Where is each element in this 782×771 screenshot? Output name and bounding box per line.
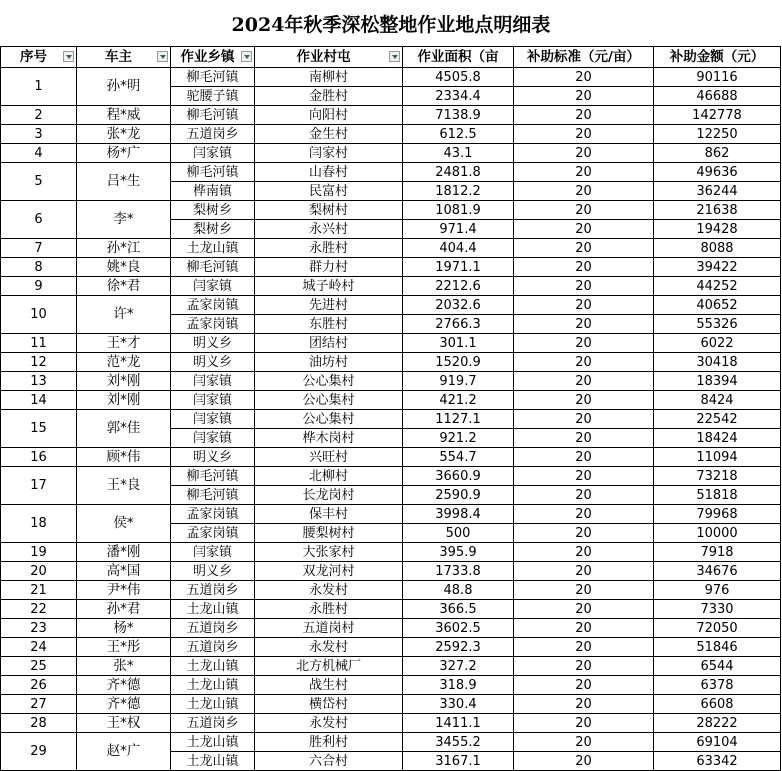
table-row bbox=[1, 277, 781, 296]
cell-amount[interactable]: 6378 bbox=[654, 676, 781, 695]
cell-area[interactable]: 2592.3 bbox=[403, 638, 514, 657]
cell-area[interactable]: 921.2 bbox=[403, 429, 514, 448]
cell-standard[interactable]: 20 bbox=[514, 296, 654, 315]
table-row bbox=[1, 144, 781, 163]
cell-village[interactable]: 大张家村 bbox=[255, 543, 403, 562]
table-row bbox=[1, 68, 781, 87]
cell-area[interactable]: 2766.3 bbox=[403, 315, 514, 334]
cell-seq[interactable]: 25 bbox=[1, 657, 77, 676]
cell-village[interactable]: 战生村 bbox=[255, 676, 403, 695]
cell-amount[interactable]: 34676 bbox=[654, 562, 781, 581]
cell-owner[interactable]: 吕*生 bbox=[77, 163, 171, 201]
cell-amount[interactable]: 69104 bbox=[654, 733, 781, 752]
cell-town[interactable]: 明义乡 bbox=[171, 448, 255, 467]
cell-owner[interactable]: 齐*德 bbox=[77, 676, 171, 695]
cell-area[interactable]: 48.8 bbox=[403, 581, 514, 600]
cell-area[interactable]: 4505.8 bbox=[403, 68, 514, 87]
cell-amount[interactable]: 6022 bbox=[654, 334, 781, 353]
header-standard: 补助标准（元/亩） bbox=[514, 47, 654, 68]
cell-amount[interactable]: 49636 bbox=[654, 163, 781, 182]
cell-standard[interactable]: 20 bbox=[514, 182, 654, 201]
cell-standard[interactable]: 20 bbox=[514, 125, 654, 144]
cell-town[interactable]: 土龙山镇 bbox=[171, 676, 255, 695]
cell-town[interactable]: 孟家岗镇 bbox=[171, 524, 255, 543]
table-body bbox=[1, 68, 781, 771]
table-row bbox=[1, 581, 781, 600]
cell-village[interactable]: 桦木岗村 bbox=[255, 429, 403, 448]
table-row bbox=[1, 125, 781, 144]
cell-owner[interactable]: 程*威 bbox=[77, 106, 171, 125]
cell-seq[interactable]: 5 bbox=[1, 163, 77, 201]
table-row bbox=[1, 334, 781, 353]
header-village[interactable]: 作业村屯 bbox=[255, 47, 403, 68]
table-row bbox=[1, 619, 781, 638]
table-row bbox=[1, 258, 781, 277]
cell-town[interactable]: 土龙山镇 bbox=[171, 733, 255, 752]
cell-area[interactable]: 43.1 bbox=[403, 144, 514, 163]
cell-amount[interactable]: 72050 bbox=[654, 619, 781, 638]
table-row bbox=[1, 543, 781, 562]
cell-seq[interactable]: 22 bbox=[1, 600, 77, 619]
cell-standard[interactable]: 20 bbox=[514, 429, 654, 448]
cell-area[interactable]: 2481.8 bbox=[403, 163, 514, 182]
cell-village[interactable]: 六合村 bbox=[255, 752, 403, 771]
table-row bbox=[1, 391, 781, 410]
cell-owner[interactable]: 王*良 bbox=[77, 467, 171, 505]
cell-owner[interactable]: 孙*江 bbox=[77, 239, 171, 258]
table-row bbox=[1, 562, 781, 581]
cell-standard[interactable]: 20 bbox=[514, 258, 654, 277]
cell-amount[interactable]: 79968 bbox=[654, 505, 781, 524]
cell-town[interactable]: 五道岗乡 bbox=[171, 581, 255, 600]
cell-seq[interactable]: 2 bbox=[1, 106, 77, 125]
cell-owner[interactable]: 尹*伟 bbox=[77, 581, 171, 600]
cell-town[interactable]: 梨树乡 bbox=[171, 220, 255, 239]
table-row bbox=[1, 638, 781, 657]
cell-village[interactable]: 油坊村 bbox=[255, 353, 403, 372]
cell-area[interactable]: 1812.2 bbox=[403, 182, 514, 201]
cell-amount[interactable]: 976 bbox=[654, 581, 781, 600]
cell-amount[interactable]: 18424 bbox=[654, 429, 781, 448]
table-row bbox=[1, 505, 781, 524]
cell-owner[interactable]: 许* bbox=[77, 296, 171, 334]
table-title: 2024年秋季深松整地作业地点明细表 bbox=[231, 13, 551, 36]
cell-town[interactable]: 明义乡 bbox=[171, 334, 255, 353]
cell-standard[interactable]: 20 bbox=[514, 505, 654, 524]
cell-seq[interactable]: 24 bbox=[1, 638, 77, 657]
table-row bbox=[1, 714, 781, 733]
cell-village[interactable]: 山春村 bbox=[255, 163, 403, 182]
cell-area[interactable]: 2334.4 bbox=[403, 87, 514, 106]
cell-seq[interactable]: 10 bbox=[1, 296, 77, 334]
cell-village[interactable]: 北方机械厂 bbox=[255, 657, 403, 676]
cell-standard[interactable]: 20 bbox=[514, 695, 654, 714]
cell-town[interactable]: 柳毛河镇 bbox=[171, 106, 255, 125]
cell-area[interactable]: 1971.1 bbox=[403, 258, 514, 277]
cell-standard[interactable]: 20 bbox=[514, 448, 654, 467]
cell-owner[interactable]: 杨*广 bbox=[77, 144, 171, 163]
cell-village[interactable]: 北柳村 bbox=[255, 467, 403, 486]
cell-town[interactable]: 土龙山镇 bbox=[171, 600, 255, 619]
cell-village[interactable]: 东胜村 bbox=[255, 315, 403, 334]
cell-area[interactable]: 301.1 bbox=[403, 334, 514, 353]
cell-amount[interactable]: 73218 bbox=[654, 467, 781, 486]
header-seq[interactable]: 序号 bbox=[1, 47, 77, 68]
cell-standard[interactable]: 20 bbox=[514, 144, 654, 163]
cell-owner[interactable]: 赵*广 bbox=[77, 733, 171, 771]
cell-owner[interactable]: 范*龙 bbox=[77, 353, 171, 372]
cell-area[interactable]: 1127.1 bbox=[403, 410, 514, 429]
cell-town[interactable]: 孟家岗镇 bbox=[171, 296, 255, 315]
cell-town[interactable]: 柳毛河镇 bbox=[171, 467, 255, 486]
cell-seq[interactable]: 14 bbox=[1, 391, 77, 410]
cell-owner[interactable]: 刘*刚 bbox=[77, 372, 171, 391]
cell-village[interactable]: 公心集村 bbox=[255, 391, 403, 410]
cell-village[interactable]: 永发村 bbox=[255, 638, 403, 657]
cell-town[interactable]: 闫家镇 bbox=[171, 429, 255, 448]
cell-area[interactable]: 2032.6 bbox=[403, 296, 514, 315]
cell-standard[interactable]: 20 bbox=[514, 334, 654, 353]
cell-amount[interactable]: 8424 bbox=[654, 391, 781, 410]
cell-owner[interactable]: 齐*德 bbox=[77, 695, 171, 714]
cell-standard[interactable]: 20 bbox=[514, 676, 654, 695]
cell-standard[interactable]: 20 bbox=[514, 239, 654, 258]
cell-town[interactable]: 驼腰子镇 bbox=[171, 87, 255, 106]
cell-standard[interactable]: 20 bbox=[514, 524, 654, 543]
table-row bbox=[1, 657, 781, 676]
cell-standard[interactable]: 20 bbox=[514, 106, 654, 125]
cell-town[interactable]: 柳毛河镇 bbox=[171, 258, 255, 277]
cell-amount[interactable]: 39422 bbox=[654, 258, 781, 277]
cell-amount[interactable]: 22542 bbox=[654, 410, 781, 429]
cell-village[interactable]: 永发村 bbox=[255, 714, 403, 733]
table-row bbox=[1, 676, 781, 695]
cell-village[interactable]: 群力村 bbox=[255, 258, 403, 277]
cell-area[interactable]: 3455.2 bbox=[403, 733, 514, 752]
cell-amount[interactable]: 8088 bbox=[654, 239, 781, 258]
cell-village[interactable]: 先进村 bbox=[255, 296, 403, 315]
cell-area[interactable]: 554.7 bbox=[403, 448, 514, 467]
cell-village[interactable]: 永胜村 bbox=[255, 239, 403, 258]
cell-village[interactable]: 永胜村 bbox=[255, 600, 403, 619]
cell-town[interactable]: 柳毛河镇 bbox=[171, 68, 255, 87]
cell-area[interactable]: 318.9 bbox=[403, 676, 514, 695]
cell-standard[interactable]: 20 bbox=[514, 277, 654, 296]
cell-owner[interactable]: 孙*君 bbox=[77, 600, 171, 619]
cell-standard[interactable]: 20 bbox=[514, 619, 654, 638]
cell-amount[interactable]: 6544 bbox=[654, 657, 781, 676]
cell-village[interactable]: 梨树村 bbox=[255, 201, 403, 220]
cell-area[interactable]: 500 bbox=[403, 524, 514, 543]
cell-seq[interactable]: 7 bbox=[1, 239, 77, 258]
cell-seq[interactable]: 17 bbox=[1, 467, 77, 505]
cell-seq[interactable]: 12 bbox=[1, 353, 77, 372]
filter-dropdown-icon[interactable] bbox=[157, 51, 168, 62]
cell-town[interactable]: 闫家镇 bbox=[171, 277, 255, 296]
cell-amount[interactable]: 51846 bbox=[654, 638, 781, 657]
filter-dropdown-icon[interactable] bbox=[389, 51, 400, 62]
cell-standard[interactable]: 20 bbox=[514, 657, 654, 676]
cell-village[interactable]: 公心集村 bbox=[255, 410, 403, 429]
cell-area[interactable]: 3998.4 bbox=[403, 505, 514, 524]
cell-seq[interactable]: 29 bbox=[1, 733, 77, 771]
cell-amount[interactable]: 6608 bbox=[654, 695, 781, 714]
cell-amount[interactable]: 55326 bbox=[654, 315, 781, 334]
cell-owner[interactable]: 张* bbox=[77, 657, 171, 676]
cell-amount[interactable]: 63342 bbox=[654, 752, 781, 771]
cell-standard[interactable]: 20 bbox=[514, 68, 654, 87]
cell-seq[interactable]: 27 bbox=[1, 695, 77, 714]
cell-town[interactable]: 柳毛河镇 bbox=[171, 486, 255, 505]
cell-town[interactable]: 桦南镇 bbox=[171, 182, 255, 201]
cell-area[interactable]: 612.5 bbox=[403, 125, 514, 144]
cell-seq[interactable]: 8 bbox=[1, 258, 77, 277]
cell-village[interactable]: 保丰村 bbox=[255, 505, 403, 524]
table-row bbox=[1, 201, 781, 220]
table-row bbox=[1, 410, 781, 429]
cell-seq[interactable]: 28 bbox=[1, 714, 77, 733]
cell-seq[interactable]: 4 bbox=[1, 144, 77, 163]
cell-town[interactable]: 五道岗乡 bbox=[171, 638, 255, 657]
cell-area[interactable]: 3602.5 bbox=[403, 619, 514, 638]
table-row bbox=[1, 296, 781, 315]
cell-village[interactable]: 胜利村 bbox=[255, 733, 403, 752]
table-row bbox=[1, 448, 781, 467]
cell-standard[interactable]: 20 bbox=[514, 163, 654, 182]
cell-owner[interactable]: 孙*明 bbox=[77, 68, 171, 106]
cell-area[interactable]: 2212.6 bbox=[403, 277, 514, 296]
detail-table bbox=[0, 46, 781, 771]
cell-village[interactable]: 金胜村 bbox=[255, 87, 403, 106]
table-row bbox=[1, 467, 781, 486]
cell-owner[interactable]: 王*权 bbox=[77, 714, 171, 733]
cell-standard[interactable]: 20 bbox=[514, 87, 654, 106]
cell-standard[interactable]: 20 bbox=[514, 562, 654, 581]
cell-standard[interactable]: 20 bbox=[514, 353, 654, 372]
cell-standard[interactable]: 20 bbox=[514, 752, 654, 771]
filter-dropdown-icon[interactable] bbox=[63, 51, 74, 62]
cell-town[interactable]: 闫家镇 bbox=[171, 144, 255, 163]
cell-owner[interactable]: 郭*佳 bbox=[77, 410, 171, 448]
table-row bbox=[1, 239, 781, 258]
cell-standard[interactable]: 20 bbox=[514, 315, 654, 334]
cell-amount[interactable]: 46688 bbox=[654, 87, 781, 106]
cell-seq[interactable]: 21 bbox=[1, 581, 77, 600]
cell-village[interactable]: 双龙河村 bbox=[255, 562, 403, 581]
filter-dropdown-icon[interactable] bbox=[241, 51, 252, 62]
cell-town[interactable]: 五道岗乡 bbox=[171, 714, 255, 733]
cell-seq[interactable]: 15 bbox=[1, 410, 77, 448]
header-amount: 补助金额（元） bbox=[654, 47, 781, 68]
cell-seq[interactable]: 9 bbox=[1, 277, 77, 296]
cell-area[interactable]: 7138.9 bbox=[403, 106, 514, 125]
cell-town[interactable]: 明义乡 bbox=[171, 562, 255, 581]
cell-town[interactable]: 土龙山镇 bbox=[171, 752, 255, 771]
cell-amount[interactable]: 862 bbox=[654, 144, 781, 163]
cell-standard[interactable]: 20 bbox=[514, 600, 654, 619]
cell-standard[interactable]: 20 bbox=[514, 391, 654, 410]
cell-village[interactable]: 民富村 bbox=[255, 182, 403, 201]
cell-seq[interactable]: 1 bbox=[1, 68, 77, 106]
cell-town[interactable]: 闫家镇 bbox=[171, 372, 255, 391]
cell-area[interactable]: 919.7 bbox=[403, 372, 514, 391]
cell-town[interactable]: 闫家镇 bbox=[171, 391, 255, 410]
cell-village[interactable]: 兴旺村 bbox=[255, 448, 403, 467]
table-row bbox=[1, 695, 781, 714]
cell-amount[interactable]: 11094 bbox=[654, 448, 781, 467]
cell-village[interactable]: 向阳村 bbox=[255, 106, 403, 125]
cell-area[interactable]: 366.5 bbox=[403, 600, 514, 619]
cell-owner[interactable]: 徐*君 bbox=[77, 277, 171, 296]
cell-seq[interactable]: 19 bbox=[1, 543, 77, 562]
cell-area[interactable]: 395.9 bbox=[403, 543, 514, 562]
cell-amount[interactable]: 18394 bbox=[654, 372, 781, 391]
cell-town[interactable]: 五道岗乡 bbox=[171, 619, 255, 638]
header-row bbox=[1, 47, 781, 68]
cell-seq[interactable]: 20 bbox=[1, 562, 77, 581]
cell-standard[interactable]: 20 bbox=[514, 733, 654, 752]
cell-amount[interactable]: 44252 bbox=[654, 277, 781, 296]
cell-village[interactable]: 五道岗村 bbox=[255, 619, 403, 638]
cell-town[interactable]: 土龙山镇 bbox=[171, 239, 255, 258]
cell-village[interactable]: 公心集村 bbox=[255, 372, 403, 391]
cell-village[interactable]: 永发村 bbox=[255, 581, 403, 600]
cell-owner[interactable]: 杨* bbox=[77, 619, 171, 638]
table-row bbox=[1, 353, 781, 372]
cell-area[interactable]: 404.4 bbox=[403, 239, 514, 258]
table-row bbox=[1, 733, 781, 752]
cell-town[interactable]: 土龙山镇 bbox=[171, 657, 255, 676]
cell-owner[interactable]: 张*龙 bbox=[77, 125, 171, 144]
table-row bbox=[1, 163, 781, 182]
cell-village[interactable]: 城子岭村 bbox=[255, 277, 403, 296]
cell-village[interactable]: 横岱村 bbox=[255, 695, 403, 714]
cell-amount[interactable]: 90116 bbox=[654, 68, 781, 87]
cell-village[interactable]: 闫家村 bbox=[255, 144, 403, 163]
cell-standard[interactable]: 20 bbox=[514, 220, 654, 239]
cell-town[interactable]: 孟家岗镇 bbox=[171, 315, 255, 334]
cell-seq[interactable]: 3 bbox=[1, 125, 77, 144]
cell-amount[interactable]: 12250 bbox=[654, 125, 781, 144]
cell-standard[interactable]: 20 bbox=[514, 486, 654, 505]
cell-village[interactable]: 长龙岗村 bbox=[255, 486, 403, 505]
table-row bbox=[1, 372, 781, 391]
cell-owner[interactable]: 侯* bbox=[77, 505, 171, 543]
cell-area[interactable]: 1520.9 bbox=[403, 353, 514, 372]
cell-village[interactable]: 永兴村 bbox=[255, 220, 403, 239]
header-town[interactable]: 作业乡镇 bbox=[171, 47, 255, 68]
cell-area[interactable]: 1081.9 bbox=[403, 201, 514, 220]
cell-owner[interactable]: 姚*良 bbox=[77, 258, 171, 277]
cell-amount[interactable]: 30418 bbox=[654, 353, 781, 372]
cell-seq[interactable]: 23 bbox=[1, 619, 77, 638]
cell-amount[interactable]: 51818 bbox=[654, 486, 781, 505]
cell-standard[interactable]: 20 bbox=[514, 543, 654, 562]
cell-owner[interactable]: 王*才 bbox=[77, 334, 171, 353]
table-row bbox=[1, 600, 781, 619]
cell-seq[interactable]: 26 bbox=[1, 676, 77, 695]
cell-village[interactable]: 腰梨树村 bbox=[255, 524, 403, 543]
cell-town[interactable]: 柳毛河镇 bbox=[171, 163, 255, 182]
cell-area[interactable]: 3660.9 bbox=[403, 467, 514, 486]
cell-seq[interactable]: 11 bbox=[1, 334, 77, 353]
cell-amount[interactable]: 21638 bbox=[654, 201, 781, 220]
cell-owner[interactable]: 李* bbox=[77, 201, 171, 239]
table-row bbox=[1, 106, 781, 125]
cell-area[interactable]: 1411.1 bbox=[403, 714, 514, 733]
cell-standard[interactable]: 20 bbox=[514, 581, 654, 600]
cell-town[interactable]: 梨树乡 bbox=[171, 201, 255, 220]
cell-village[interactable]: 团结村 bbox=[255, 334, 403, 353]
cell-amount[interactable]: 28222 bbox=[654, 714, 781, 733]
cell-town[interactable]: 五道岗乡 bbox=[171, 125, 255, 144]
cell-seq[interactable]: 13 bbox=[1, 372, 77, 391]
header-area: 作业面积（亩 bbox=[403, 47, 514, 68]
cell-standard[interactable]: 20 bbox=[514, 410, 654, 429]
cell-seq[interactable]: 18 bbox=[1, 505, 77, 543]
cell-amount[interactable]: 36244 bbox=[654, 182, 781, 201]
cell-owner[interactable]: 顾*伟 bbox=[77, 448, 171, 467]
cell-area[interactable]: 2590.9 bbox=[403, 486, 514, 505]
cell-village[interactable]: 金生村 bbox=[255, 125, 403, 144]
cell-area[interactable]: 971.4 bbox=[403, 220, 514, 239]
cell-standard[interactable]: 20 bbox=[514, 467, 654, 486]
cell-area[interactable]: 327.2 bbox=[403, 657, 514, 676]
cell-town[interactable]: 闫家镇 bbox=[171, 410, 255, 429]
cell-area[interactable]: 1733.8 bbox=[403, 562, 514, 581]
cell-area[interactable]: 330.4 bbox=[403, 695, 514, 714]
cell-village[interactable]: 南柳村 bbox=[255, 68, 403, 87]
cell-town[interactable]: 孟家岗镇 bbox=[171, 505, 255, 524]
cell-town[interactable]: 明义乡 bbox=[171, 353, 255, 372]
cell-standard[interactable]: 20 bbox=[514, 638, 654, 657]
cell-seq[interactable]: 6 bbox=[1, 201, 77, 239]
cell-seq[interactable]: 16 bbox=[1, 448, 77, 467]
cell-amount[interactable]: 142778 bbox=[654, 106, 781, 125]
cell-owner[interactable]: 高*国 bbox=[77, 562, 171, 581]
cell-town[interactable]: 闫家镇 bbox=[171, 543, 255, 562]
cell-amount[interactable]: 19428 bbox=[654, 220, 781, 239]
cell-amount[interactable]: 40652 bbox=[654, 296, 781, 315]
cell-amount[interactable]: 7918 bbox=[654, 543, 781, 562]
cell-owner[interactable]: 潘*刚 bbox=[77, 543, 171, 562]
cell-standard[interactable]: 20 bbox=[514, 372, 654, 391]
cell-amount[interactable]: 7330 bbox=[654, 600, 781, 619]
header-owner[interactable]: 车主 bbox=[77, 47, 171, 68]
cell-standard[interactable]: 20 bbox=[514, 714, 654, 733]
cell-standard[interactable]: 20 bbox=[514, 201, 654, 220]
cell-town[interactable]: 土龙山镇 bbox=[171, 695, 255, 714]
cell-area[interactable]: 3167.1 bbox=[403, 752, 514, 771]
cell-owner[interactable]: 刘*刚 bbox=[77, 391, 171, 410]
cell-owner[interactable]: 王*彤 bbox=[77, 638, 171, 657]
cell-area[interactable]: 421.2 bbox=[403, 391, 514, 410]
cell-amount[interactable]: 10000 bbox=[654, 524, 781, 543]
